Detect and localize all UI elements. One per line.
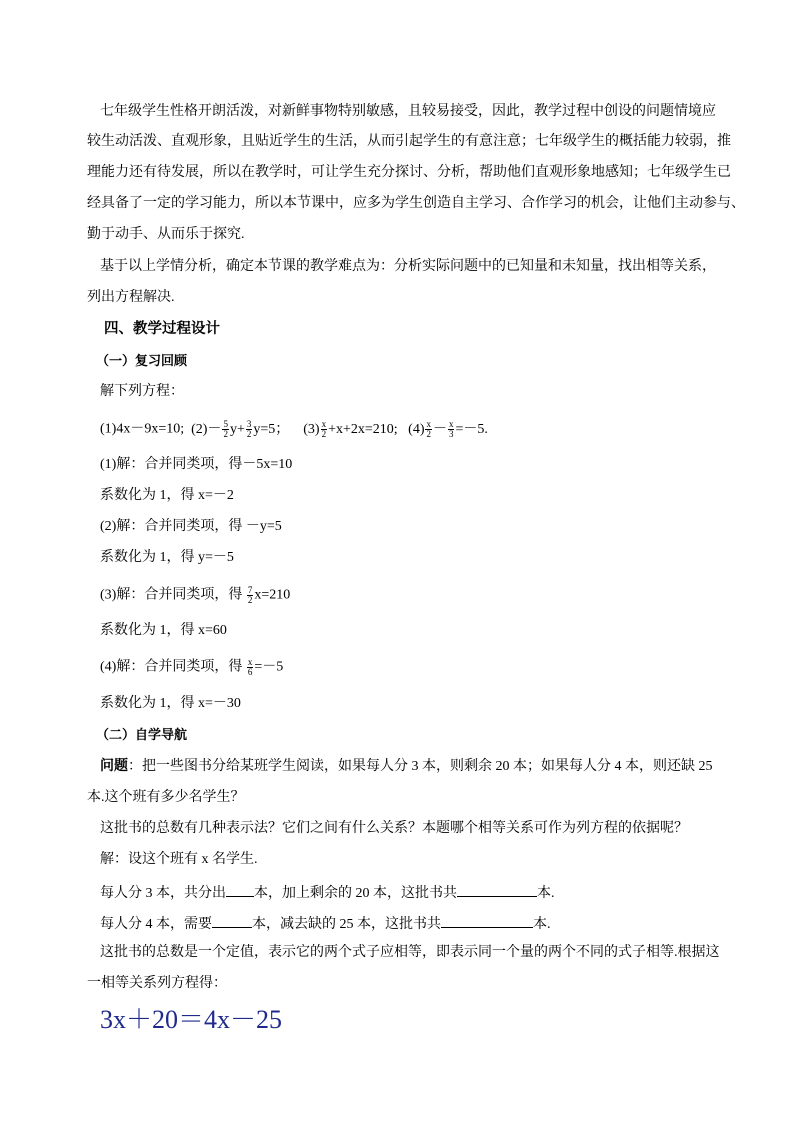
solution-step: 系数化为 1，得 x=60 (100, 623, 227, 638)
paragraph-line: 七年级学生性格开朗活泼，对新鲜事物特别敏感，且较易接受，因此，教学过程中创设的问题情境应 (100, 104, 716, 119)
equation-3: (3) $\frac{x}{2}$ +x+2x=210; (303, 419, 398, 439)
prompt-text: 这批书的总数有几种表示法？它们之间有什么关系？本题哪个相等关系可作为列方程的依据呢？ (100, 821, 688, 836)
equation-2: (2)－ $\frac{5}{2}$ y+ $\frac{3}{2}$ y=5； (191, 419, 290, 439)
fraction: $\frac{x}{2}$ (426, 419, 431, 439)
answer-text: 解：设这个班有 x 名学生. (100, 852, 258, 867)
solution-step: (1)解：合并同类项，得－5x=10 (100, 457, 293, 472)
question-label: 问题 (100, 759, 128, 774)
fraction: $\frac{7}{2}$ (247, 585, 253, 605)
paragraph-line: 经具备了一定的学习能力，所以本节课中，应多为学生创造自主学习、合作学习的机会，让他们主动参与、 (87, 196, 745, 211)
solution-step: (4)解：合并同类项，得 $\frac{x}{6}$ =－5 (100, 657, 284, 677)
solution-step: (2)解：合并同类项，得 －y=5 (100, 519, 282, 534)
fill-blank[interactable] (441, 913, 533, 928)
section-heading: 四、教学过程设计 (104, 321, 220, 337)
fraction: $\frac{5}{2}$ (223, 419, 228, 439)
fraction: $\frac{3}{2}$ (246, 419, 252, 439)
solution-step: (3)解：合并同类项，得 $\frac{7}{2}$ x=210 (100, 585, 291, 605)
equation-list (100, 420, 488, 439)
paragraph-line: 列出方程解决. (87, 290, 175, 305)
display-equation: 3x＋20＝4x－25 (100, 1005, 283, 1034)
fraction: $\frac{x}{2}$ (321, 419, 327, 439)
equation-4: (4) $\frac{x}{2}$ － $\frac{x}{3}$ =－5. (408, 419, 488, 439)
conclusion-text: 这批书的总数是一个定值，表示它的两个式子应相等，即表示同一个量的两个不同的式子相等.根据这 (100, 945, 720, 960)
paragraph-line: 基于以上学情分析，确定本节课的教学难点为：分析实际问题中的已知量和未知量，找出相等关系， (100, 259, 716, 274)
fill-in-line: 每人分 3 本，共分出 本，加上剩余的 20 本，这批书共 本. (100, 882, 555, 903)
intro-text: 解下列方程： (100, 384, 184, 399)
subsection-heading: （一）复习回顾 (96, 353, 188, 368)
equation-1: (1)4x－9x=10; (100, 421, 185, 437)
paragraph-line: 理能力还有待发展，所以在教学时，可让学生充分探讨、分析，帮助他们直观形象地感知；七年级学生已 (87, 165, 731, 180)
fill-blank[interactable] (212, 913, 252, 928)
fill-blank[interactable] (457, 882, 537, 897)
fill-blank[interactable] (226, 882, 254, 897)
question-text: 问题：把一些图书分给某班学生阅读，如果每人分 3 本，则剩余 20 本；如果每人分 4 本，则还缺 25 (100, 759, 713, 774)
solution-step: 系数化为 1，得 x=－2 (100, 488, 234, 503)
solution-step: 系数化为 1，得 x=－30 (100, 696, 241, 711)
paragraph-line: 较生动活泼、直观形象，且贴近学生的生活，从而引起学生的有意注意；七年级学生的概括能力较弱，推 (87, 134, 731, 149)
fraction: $\frac{x}{3}$ (448, 419, 454, 439)
subsection-heading: （二）自学导航 (96, 727, 188, 742)
fill-in-line: 每人分 4 本，需要 本，减去缺的 25 本，这批书共 本. (100, 913, 551, 934)
fraction: $\frac{x}{6}$ (247, 657, 253, 677)
conclusion-text: 一相等关系列方程得： (87, 976, 227, 991)
paragraph-line: 勤于动手、从而乐于探究. (87, 227, 245, 242)
question-text: 本.这个班有多少名学生？ (87, 790, 245, 805)
solution-step: 系数化为 1，得 y=－5 (100, 550, 234, 565)
